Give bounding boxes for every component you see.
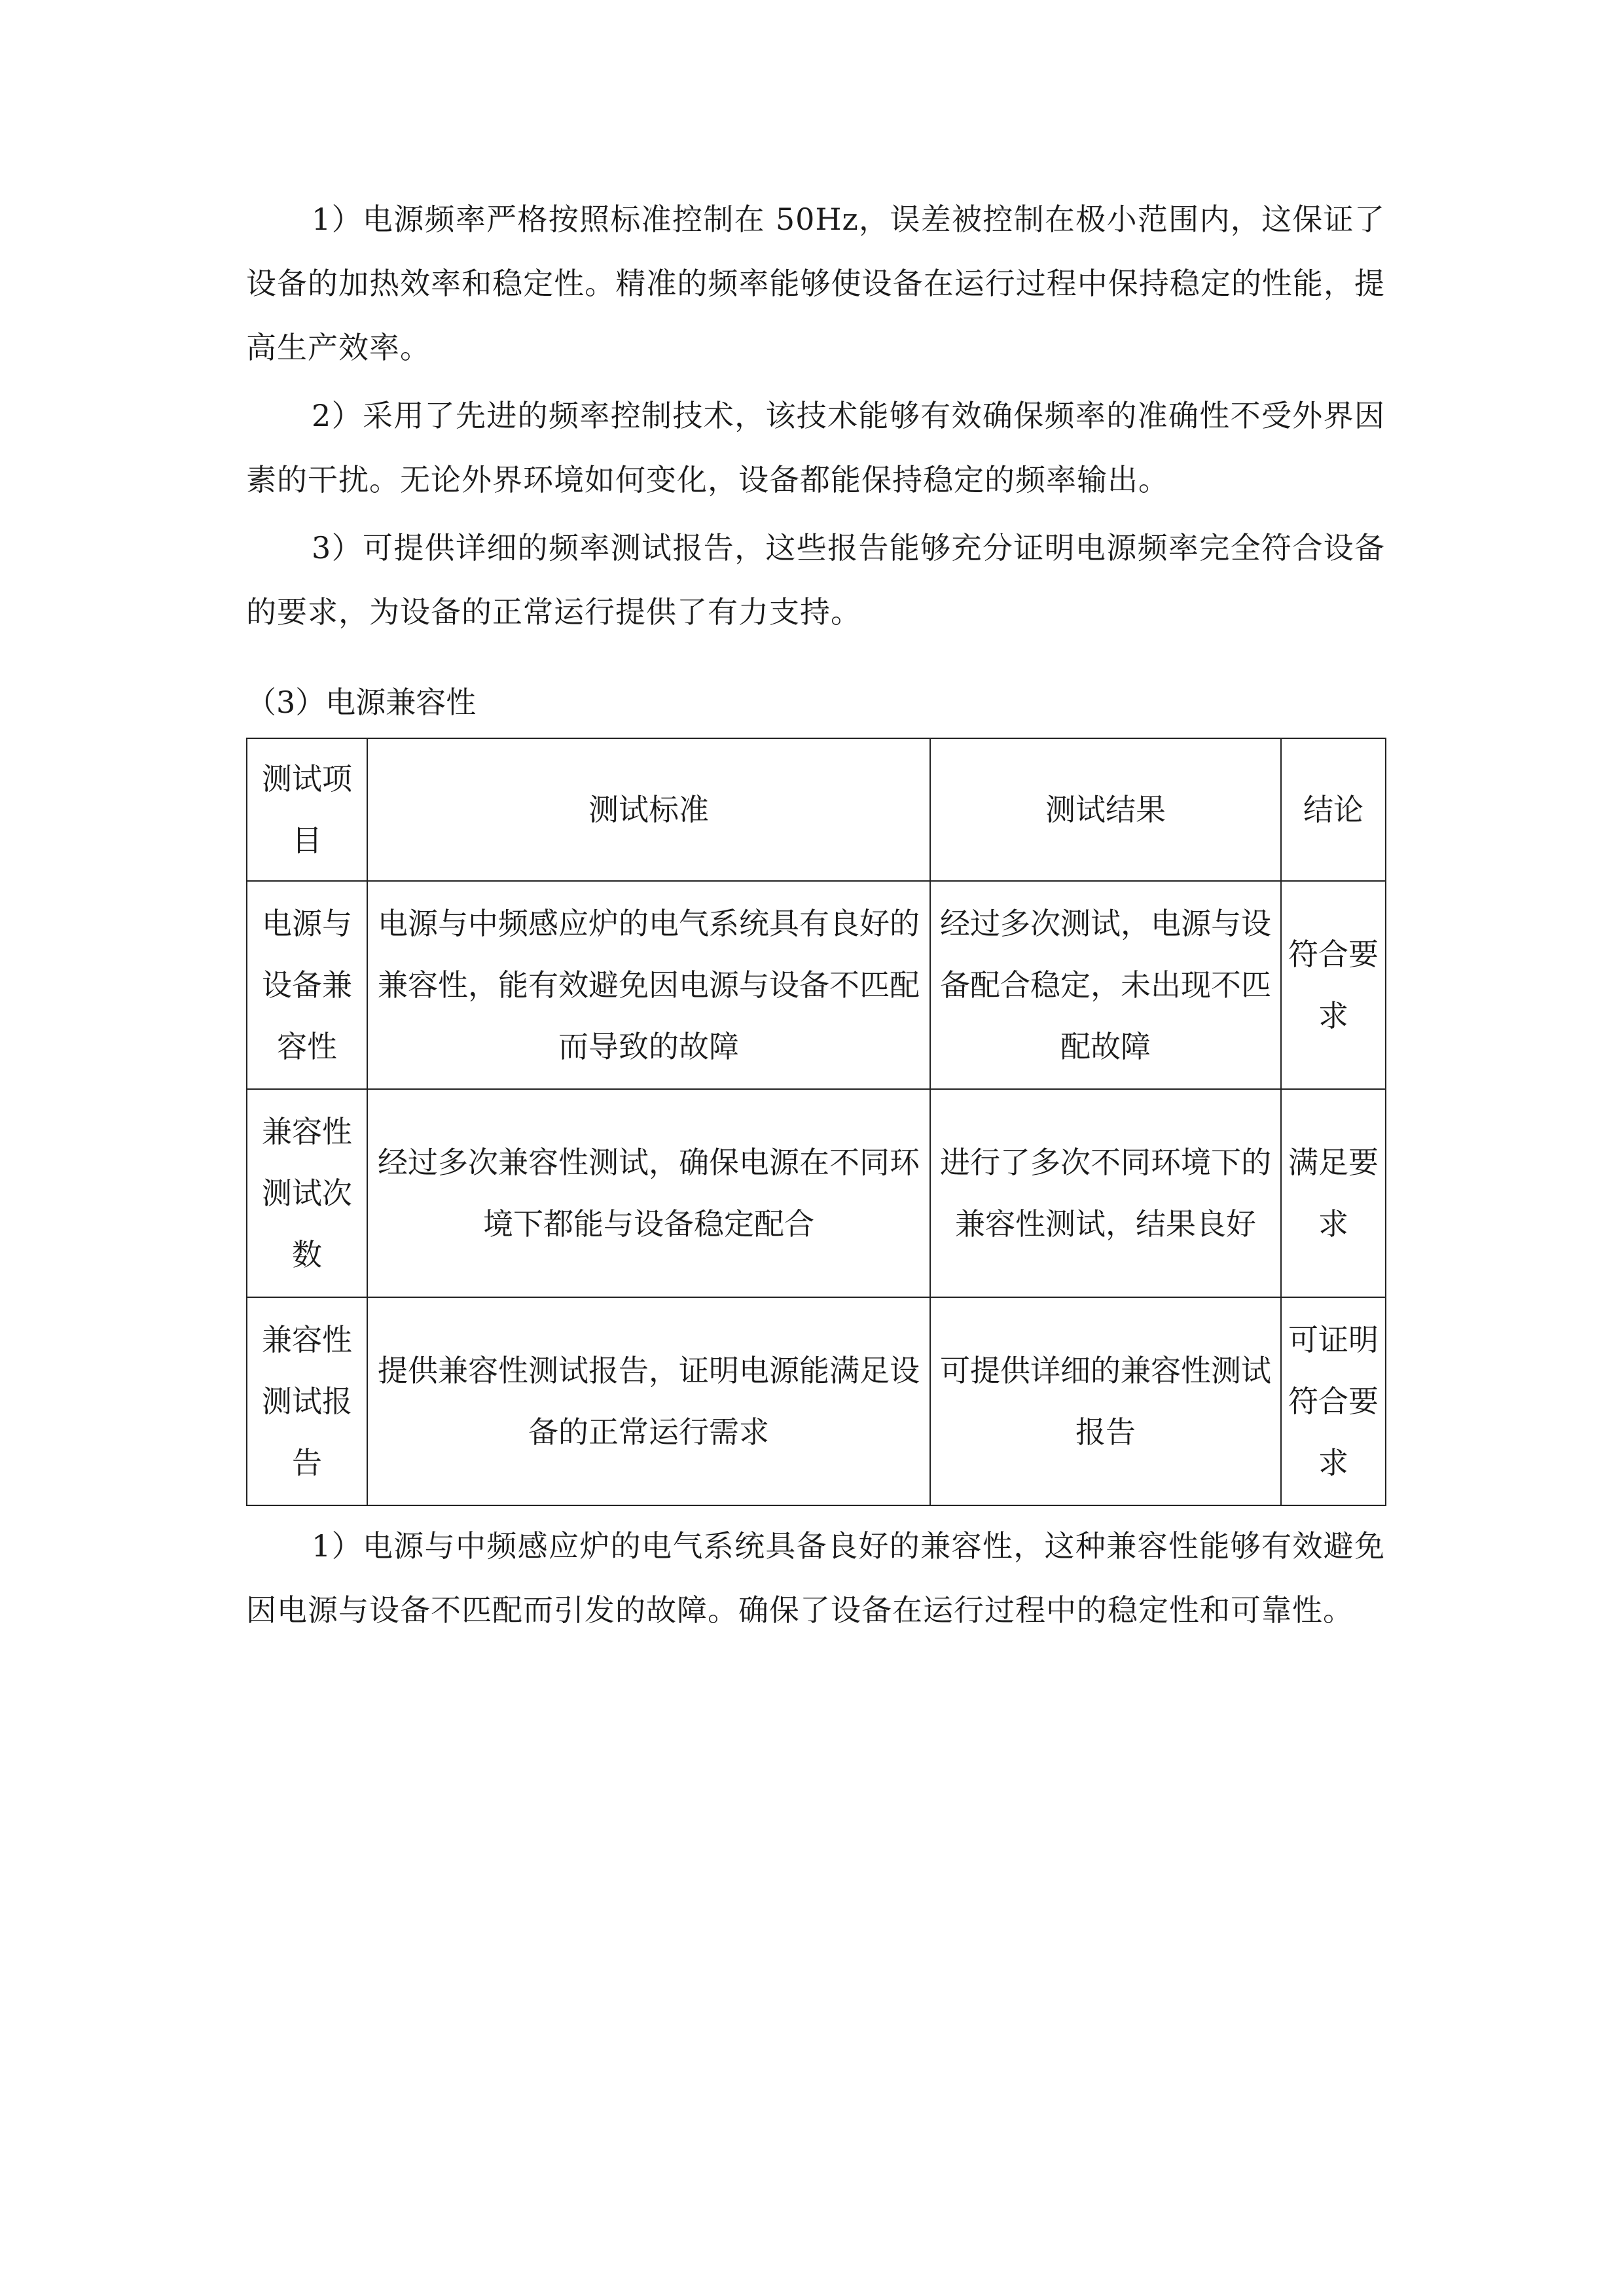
- paragraph-frequency-report: 3）可提供详细的频率测试报告，这些报告能够充分证明电源频率完全符合设备的要求，为设备的正常运行提供了有力支持。: [246, 530, 1385, 630]
- cell-conclusion: 可证明符合要求: [1281, 1297, 1386, 1505]
- cell-test-item: 电源与设备兼容性: [247, 881, 367, 1089]
- header-conclusion: 结论: [1281, 738, 1386, 881]
- cell-test-standard: 经过多次兼容性测试，确保电源在不同环境下都能与设备稳定配合: [367, 1089, 930, 1297]
- paragraph-compatibility-summary: 1）电源与中频感应炉的电气系统具备良好的兼容性，这种兼容性能够有效避免因电源与设备不匹配而引发的故障。确保了设备在运行过程中的稳定性和可靠性。: [246, 1528, 1385, 1628]
- compatibility-table: [246, 738, 1386, 1506]
- cell-test-result: 进行了多次不同环境下的兼容性测试，结果良好: [930, 1089, 1281, 1297]
- cell-test-item: 兼容性测试报告: [247, 1297, 367, 1505]
- table-header-row: [247, 738, 1386, 881]
- table-row: [247, 881, 1386, 1089]
- cell-test-standard: 电源与中频感应炉的电气系统具有良好的兼容性，能有效避免因电源与设备不匹配而导致的故障: [367, 881, 930, 1089]
- table-row: [247, 1297, 1386, 1505]
- paragraph-frequency-standard: 1）电源频率严格按照标准控制在 50Hz，误差被控制在极小范围内，这保证了设备的加热效率和稳定性。精准的频率能够使设备在运行过程中保持稳定的性能，提高生产效率。: [246, 202, 1385, 365]
- section-heading: （3）电源兼容性: [246, 685, 477, 720]
- header-test-standard: 测试标准: [367, 738, 930, 881]
- header-test-item: 测试项目: [247, 738, 367, 881]
- cell-test-result: 可提供详细的兼容性测试报告: [930, 1297, 1281, 1505]
- cell-conclusion: 满足要求: [1281, 1089, 1386, 1297]
- cell-test-result: 经过多次测试，电源与设备配合稳定，未出现不匹配故障: [930, 881, 1281, 1089]
- table-row: [247, 1089, 1386, 1297]
- paragraph-frequency-control: 2）采用了先进的频率控制技术，该技术能够有效确保频率的准确性不受外界因素的干扰。无论外界环境如何变化，设备都能保持稳定的频率输出。: [246, 398, 1385, 497]
- cell-test-item: 兼容性测试次数: [247, 1089, 367, 1297]
- cell-conclusion: 符合要求: [1281, 881, 1386, 1089]
- header-test-result: 测试结果: [930, 738, 1281, 881]
- cell-test-standard: 提供兼容性测试报告，证明电源能满足设备的正常运行需求: [367, 1297, 930, 1505]
